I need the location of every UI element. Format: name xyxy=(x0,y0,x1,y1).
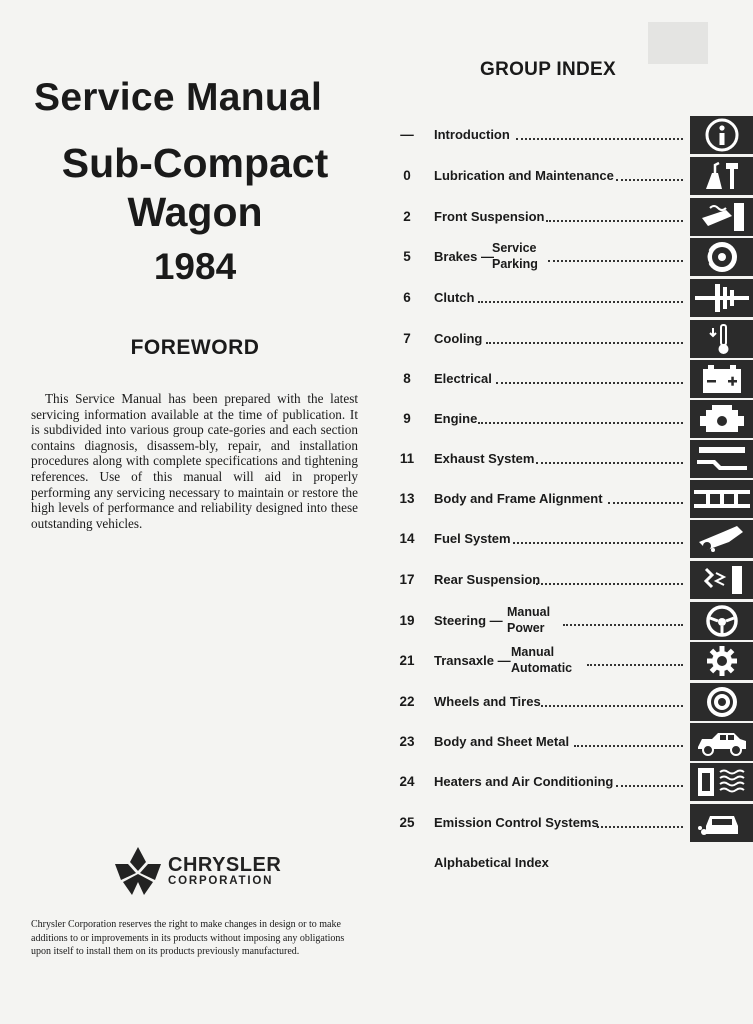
leader-dots xyxy=(608,502,683,504)
leader-dots xyxy=(478,301,683,303)
group-number: 17 xyxy=(399,572,415,587)
leader-dots xyxy=(597,826,683,828)
group-number: 2 xyxy=(403,209,411,224)
index-row[interactable] xyxy=(395,763,753,801)
group-label-text: Body and Frame Alignment xyxy=(434,491,603,506)
leader-dots xyxy=(563,624,683,626)
thermometer-icon xyxy=(690,320,753,358)
group-label xyxy=(434,774,613,789)
group-number: 24 xyxy=(399,774,415,789)
battery-icon xyxy=(690,360,753,398)
group-number: 23 xyxy=(399,734,415,749)
oilcan-wrench-icon xyxy=(690,157,753,195)
index-row[interactable] xyxy=(395,642,753,680)
index-row[interactable] xyxy=(395,279,753,317)
group-label xyxy=(434,331,482,346)
group-label-text: Steering — xyxy=(434,613,503,628)
frame-icon xyxy=(690,480,753,518)
group-number: 5 xyxy=(403,249,411,264)
group-label-text: Engine xyxy=(434,411,478,426)
group-label xyxy=(434,694,541,709)
group-label-text: Emission Control Systems xyxy=(434,815,599,830)
exhaust-icon xyxy=(690,440,753,478)
gear-icon xyxy=(690,642,753,680)
group-label xyxy=(434,645,573,675)
foreword-text: This Service Manual has been prepared with the latest servicing information available at the time of publication. It is subdivided into various group cate-gories and each section contains diagnosis, disassem-bly, repair, and installation procedures along with complete specifications and tightening references. Use of this manual will aid in properly performing any servicing necessary to maintain or restore the high levels of performance and reliability designed into these outstanding vehicles. xyxy=(31,391,358,531)
index-row[interactable] xyxy=(395,360,753,398)
index-row[interactable] xyxy=(395,804,753,842)
model-name-line2: Wagon xyxy=(127,189,263,235)
leader-dots xyxy=(486,342,683,344)
group-number: 9 xyxy=(403,411,411,426)
index-row[interactable] xyxy=(395,723,753,761)
group-label-text: Heaters and Air Conditioning xyxy=(434,774,614,789)
group-number: 7 xyxy=(403,331,411,346)
group-number: — xyxy=(400,127,414,142)
group-label xyxy=(434,168,614,183)
group-label xyxy=(434,451,534,466)
group-sublabel-1: Manual xyxy=(511,645,555,659)
group-number: 22 xyxy=(399,694,415,709)
pentastar-logo-icon xyxy=(113,846,163,896)
leader-dots xyxy=(478,422,683,424)
leader-dots xyxy=(548,260,683,262)
car-icon xyxy=(690,723,753,761)
leader-dots xyxy=(496,382,683,384)
group-label-text: Introduction xyxy=(434,127,510,142)
group-label xyxy=(434,290,474,305)
steering-wheel-icon xyxy=(690,602,753,640)
heater-ac-icon xyxy=(690,763,753,801)
index-row[interactable] xyxy=(395,238,753,276)
brake-disc-icon xyxy=(690,238,753,276)
index-row[interactable] xyxy=(395,683,753,721)
group-label-text: Front Suspension xyxy=(434,209,545,224)
emission-car-icon xyxy=(690,804,753,842)
group-label-text: Rear Suspension xyxy=(434,572,541,587)
index-row[interactable] xyxy=(395,520,753,558)
front-suspension-icon xyxy=(690,198,753,236)
group-label-text: Exhaust System xyxy=(434,451,535,466)
index-row[interactable] xyxy=(395,400,753,438)
group-sublabel-2: Automatic xyxy=(511,661,573,675)
logo-name: CHRYSLER xyxy=(168,854,282,876)
leader-dots xyxy=(616,785,683,787)
index-row[interactable] xyxy=(395,440,753,478)
alphabetical-index-link[interactable]: Alphabetical Index xyxy=(434,855,549,870)
group-sublabel-2: Parking xyxy=(492,257,538,271)
group-label xyxy=(434,127,510,142)
group-number: 25 xyxy=(399,815,415,830)
leader-dots xyxy=(587,664,683,666)
group-index-heading: GROUP INDEX xyxy=(480,59,616,80)
group-sublabel-1: Manual xyxy=(507,605,551,619)
group-label xyxy=(434,605,551,635)
group-label xyxy=(434,411,477,426)
group-label xyxy=(434,491,603,506)
group-number: 13 xyxy=(399,491,415,506)
leader-dots xyxy=(541,705,683,707)
clutch-icon xyxy=(690,279,753,317)
info-icon xyxy=(690,116,753,154)
leader-dots xyxy=(513,542,683,544)
index-row[interactable] xyxy=(395,602,753,640)
group-label xyxy=(434,371,492,386)
group-sublabel-2: Power xyxy=(507,621,545,635)
group-number: 0 xyxy=(403,168,411,183)
leader-dots xyxy=(574,745,683,747)
engine-icon xyxy=(690,400,753,438)
group-label xyxy=(434,734,569,749)
group-label-text: Clutch xyxy=(434,290,475,305)
group-number: 11 xyxy=(399,451,415,466)
index-row[interactable] xyxy=(395,157,753,195)
group-label xyxy=(434,815,599,830)
group-number: 6 xyxy=(403,290,411,305)
model-name-line1: Sub-Compact xyxy=(61,140,329,186)
group-label xyxy=(434,209,545,224)
group-number: 21 xyxy=(399,653,415,668)
index-row[interactable] xyxy=(395,561,753,599)
leader-dots xyxy=(546,220,683,222)
index-row[interactable] xyxy=(395,480,753,518)
manual-title: Service Manual xyxy=(34,76,323,119)
group-label-text: Lubrication and Maintenance xyxy=(434,168,614,183)
wheel-icon xyxy=(690,683,753,721)
chrysler-wordmark xyxy=(168,855,281,888)
group-label-text: Cooling xyxy=(434,331,483,346)
group-label-text: Wheels and Tires xyxy=(434,694,541,709)
group-label-text: Transaxle — xyxy=(434,653,511,668)
leader-dots xyxy=(536,462,683,464)
logo-corporation: CORPORATION xyxy=(168,875,274,887)
faded-info-icon xyxy=(648,22,708,64)
group-label xyxy=(434,241,538,271)
group-label-text: Electrical xyxy=(434,371,492,386)
fuel-nozzle-icon xyxy=(690,520,753,558)
foreword-heading: FOREWORD xyxy=(130,336,260,359)
group-label-text: Body and Sheet Metal xyxy=(434,734,570,749)
leader-dots xyxy=(616,179,683,181)
group-label xyxy=(434,572,540,587)
group-number: 14 xyxy=(399,531,415,546)
leader-dots xyxy=(536,583,683,585)
group-label-text: Fuel System xyxy=(434,531,511,546)
rear-suspension-icon xyxy=(690,561,753,599)
model-year: 1984 xyxy=(153,246,237,287)
index-row[interactable] xyxy=(395,198,753,236)
group-label-text: Brakes — xyxy=(434,249,494,264)
disclaimer-text: Chrysler Corporation reserves the right to make changes in design or to make additions to or improvements in its products without imposing any obligations upon itself to install them on its products previously manufactured. xyxy=(31,919,345,957)
index-row[interactable] xyxy=(395,320,753,358)
group-label xyxy=(434,531,511,546)
group-number: 8 xyxy=(403,371,411,386)
group-sublabel-1: Service xyxy=(492,241,537,255)
group-number: 19 xyxy=(399,613,415,628)
leader-dots xyxy=(516,138,683,140)
index-row[interactable] xyxy=(395,116,753,154)
